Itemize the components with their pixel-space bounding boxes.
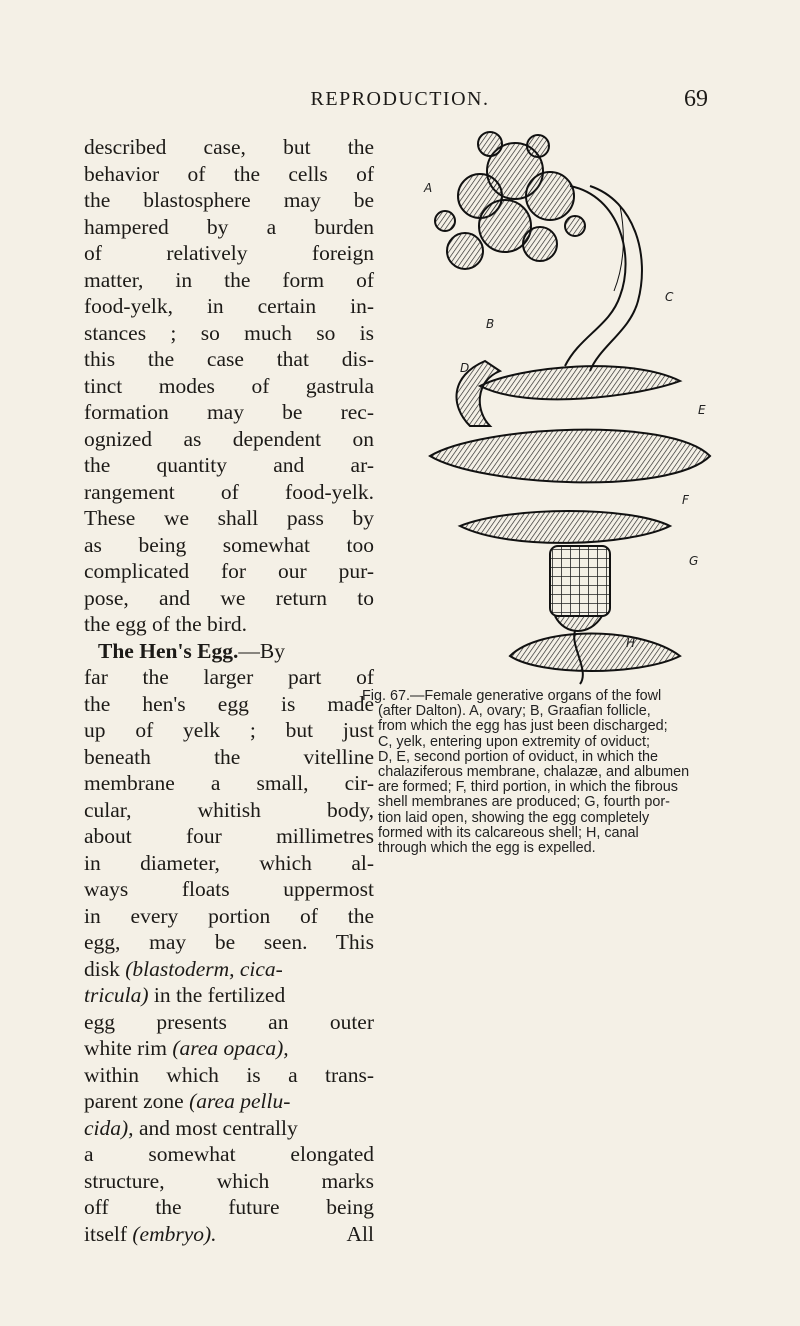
body-line: within which is a trans- [84,1062,374,1087]
body-line: food-yelk, in certain in- [84,294,374,318]
figure-caption [362,688,740,856]
body-text-run: disk [84,956,120,981]
term-area-opaca: (area opaca), [172,1036,289,1060]
figure-label: A [424,181,433,195]
body-line: the quantity and ar- [84,453,374,477]
body-line: ognized as dependent on [84,426,374,451]
figure-label: G [689,554,699,568]
oviduct-open-segment [550,546,610,631]
figure-label: C [665,290,674,304]
body-text-run: parent zone [84,1089,184,1113]
body-line [84,1088,374,1115]
body-line: complicated for our pur- [84,559,374,583]
body-line: cular, whitish body, [84,797,374,822]
cloaca-fringe [510,631,680,684]
body-line: far the larger part of [84,665,374,689]
body-line: beneath the vitelline [84,744,374,769]
caption-line: chalaziferous membrane, chalazæ, and albumen [378,763,690,780]
caption-line: D, E, second portion of oviduct, in which the [378,748,658,765]
figure-oviduct-illustration [390,126,740,686]
running-head [0,88,800,118]
caption-line: tion laid open, showing the egg completely [378,809,650,826]
body-text-run: —By [238,638,285,663]
section-heading: The Hen's Egg. [98,638,239,663]
body-text-run: in the fertilized [153,983,286,1007]
oviduct-engraving [390,126,740,686]
body-line: egg, may be seen. This [84,930,374,954]
body-line: behavior of the cells of [84,161,374,186]
term-cida: cida), [84,1115,134,1140]
ovary-cluster [435,132,585,269]
body-line: about four millimetres [84,824,374,848]
body-line: These we shall pass by [84,506,374,530]
body-line: in diameter, which al- [84,850,374,875]
body-text-run: and most centrally [138,1115,298,1140]
caption-line: (after Dalton). A, ovary; B, Graafian follicle, [378,703,651,720]
body-line: a somewhat elongated [84,1142,374,1166]
body-line [84,1221,374,1248]
body-line: pose, and we return to [84,585,374,610]
body-line: the egg of the bird. [84,612,247,636]
term-blastoderm: (blastoderm, cica- [125,956,283,981]
body-line: stances ; so much so is [84,320,374,345]
body-line: tinct modes of gastrula [84,373,374,398]
body-line [84,982,374,1009]
body-line: formation may be rec- [84,400,374,424]
term-cicatricula: tricula) [84,983,149,1007]
body-text-run: itself [84,1221,127,1246]
oviduct-coils [430,361,710,543]
body-line: described case, but the [84,135,374,159]
term-embryo: (embryo). [132,1221,217,1246]
caption-line: are formed; F, third portion, in which the fibrous [378,779,678,796]
page-number: 69 [684,86,708,112]
body-text-run: All [346,1221,374,1246]
body-line: off the future being [84,1195,374,1219]
caption-line: from which the egg has just been discharged; [378,718,668,735]
caption-line: Fig. 67.—Female generative organs of the fowl [362,688,662,704]
figure-label: B [486,317,495,331]
body-line: the hen's egg is made [84,691,374,716]
body-text-run: white rim [84,1036,167,1060]
body-line: in every portion of the [84,903,374,928]
body-line: up of yelk ; but just [84,718,374,742]
figure-label: D [460,361,470,375]
body-line: egg presents an outer [84,1009,374,1034]
body-line: as being somewhat too [84,532,374,557]
caption-line: through which the egg is expelled. [378,839,596,856]
running-title: REPRODUCTION. [310,88,490,110]
body-line [84,1035,374,1062]
term-area-pellucida: (area pellu- [189,1089,291,1113]
body-line: ways floats uppermost [84,877,374,901]
figure-label: E [698,403,706,417]
body-line: structure, which marks [84,1168,374,1193]
body-line: this the case that dis- [84,347,374,371]
caption-line: C, yelk, entering upon extremity of oviduct; [378,733,650,750]
body-line: the blastosphere may be [84,188,374,212]
figure-label: H [626,636,636,650]
body-column [84,134,374,1247]
body-line: membrane a small, cir- [84,771,374,795]
oviduct-infundibulum [565,186,642,371]
body-line: hampered by a burden [84,214,374,239]
caption-line: formed with its calcareous shell; H, canal [378,824,639,841]
body-line: matter, in the form of [84,267,374,292]
figure-label: F [682,493,689,507]
body-line: rangement of food-yelk. [84,479,374,504]
caption-line: shell membranes are produced; G, fourth por- [378,794,670,811]
body-line [84,1115,374,1142]
body-line: of relatively foreign [84,241,374,265]
body-line [84,638,374,665]
body-line [84,956,374,983]
